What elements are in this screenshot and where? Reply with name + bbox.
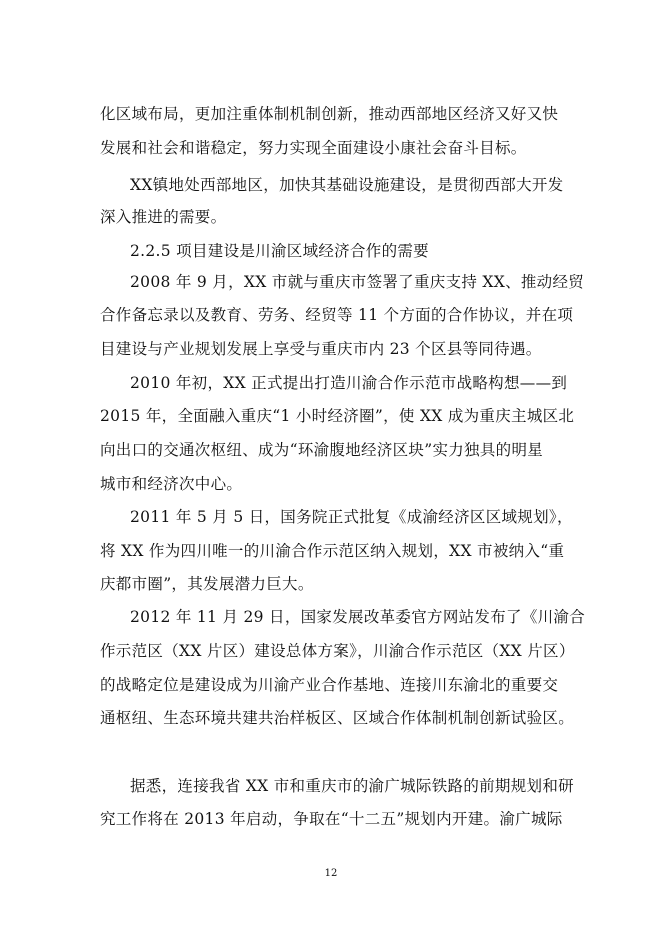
paragraph-line: 目建设与产业规划发展上享受与重庆市内 23 个区县等同待遇。 — [100, 340, 542, 358]
paragraph-line: 发展和社会和谐稳定，努力实现全面建设小康社会奋斗目标。 — [100, 139, 527, 157]
paragraph-line: 向出口的交通次枢纽、成为“环渝腹地经济区块”实力独具的明星 — [100, 441, 544, 459]
section-heading: 2.2.5 项目建设是川渝区域经济合作的需要 — [130, 242, 429, 260]
paragraph-line: 2010 年初，XX 正式提出打造川渝合作示范市战略构想——到 — [130, 374, 568, 392]
paragraph-line: 将 XX 作为四川唯一的川渝合作示范区纳入规划，XX 市被纳入“重 — [100, 542, 565, 560]
paragraph-line: 2012 年 11 月 29 日，国家发展改革委官方网站发布了《川渝合 — [130, 608, 586, 626]
paragraph-line: 作示范区（XX 片区）建设总体方案》，川渝合作示范区（XX 片区） — [100, 642, 575, 660]
paragraph-line: 通枢纽、生态环境共建共治样板区、区域合作体制机制创新试验区。 — [100, 709, 575, 727]
paragraph-line: 庆都市圈”，其发展潜力巨大。 — [100, 575, 314, 593]
paragraph-line: 2015 年，全面融入重庆“1 小时经济圈”，使 XX 成为重庆主城区北 — [100, 407, 575, 425]
paragraph-line: 2008 年 9 月，XX 市就与重庆市签署了重庆支持 XX、推动经贸 — [130, 273, 585, 291]
paragraph-line: 究工作将在 2013 年启动，争取在“十二五”规划内开建。渝广城际 — [100, 810, 563, 828]
paragraph-line: 城市和经济次中心。 — [100, 475, 243, 493]
paragraph-line: XX镇地处西部地区，加快其基础设施建设，是贯彻西部大开发 — [130, 176, 564, 194]
paragraph-line: 据悉，连接我省 XX 市和重庆市的渝广城际铁路的前期规划和研 — [130, 777, 574, 795]
paragraph-line: 的战略定位是建设成为川渝产业合作基地、连接川东渝北的重要交 — [100, 676, 559, 694]
paragraph-line: 2011 年 5 月 5 日，国务院正式批复《成渝经济区区域规划》， — [130, 508, 573, 526]
paragraph-line: 化区域布局，更加注重体制机制创新，推动西部地区经济又好又快 — [100, 105, 559, 123]
paragraph-line: 合作备忘录以及教育、劳务、经贸等 11 个方面的合作协议，并在项 — [100, 306, 574, 324]
page-number: 12 — [324, 868, 338, 879]
paragraph-line: 深入推进的需要。 — [100, 208, 227, 226]
